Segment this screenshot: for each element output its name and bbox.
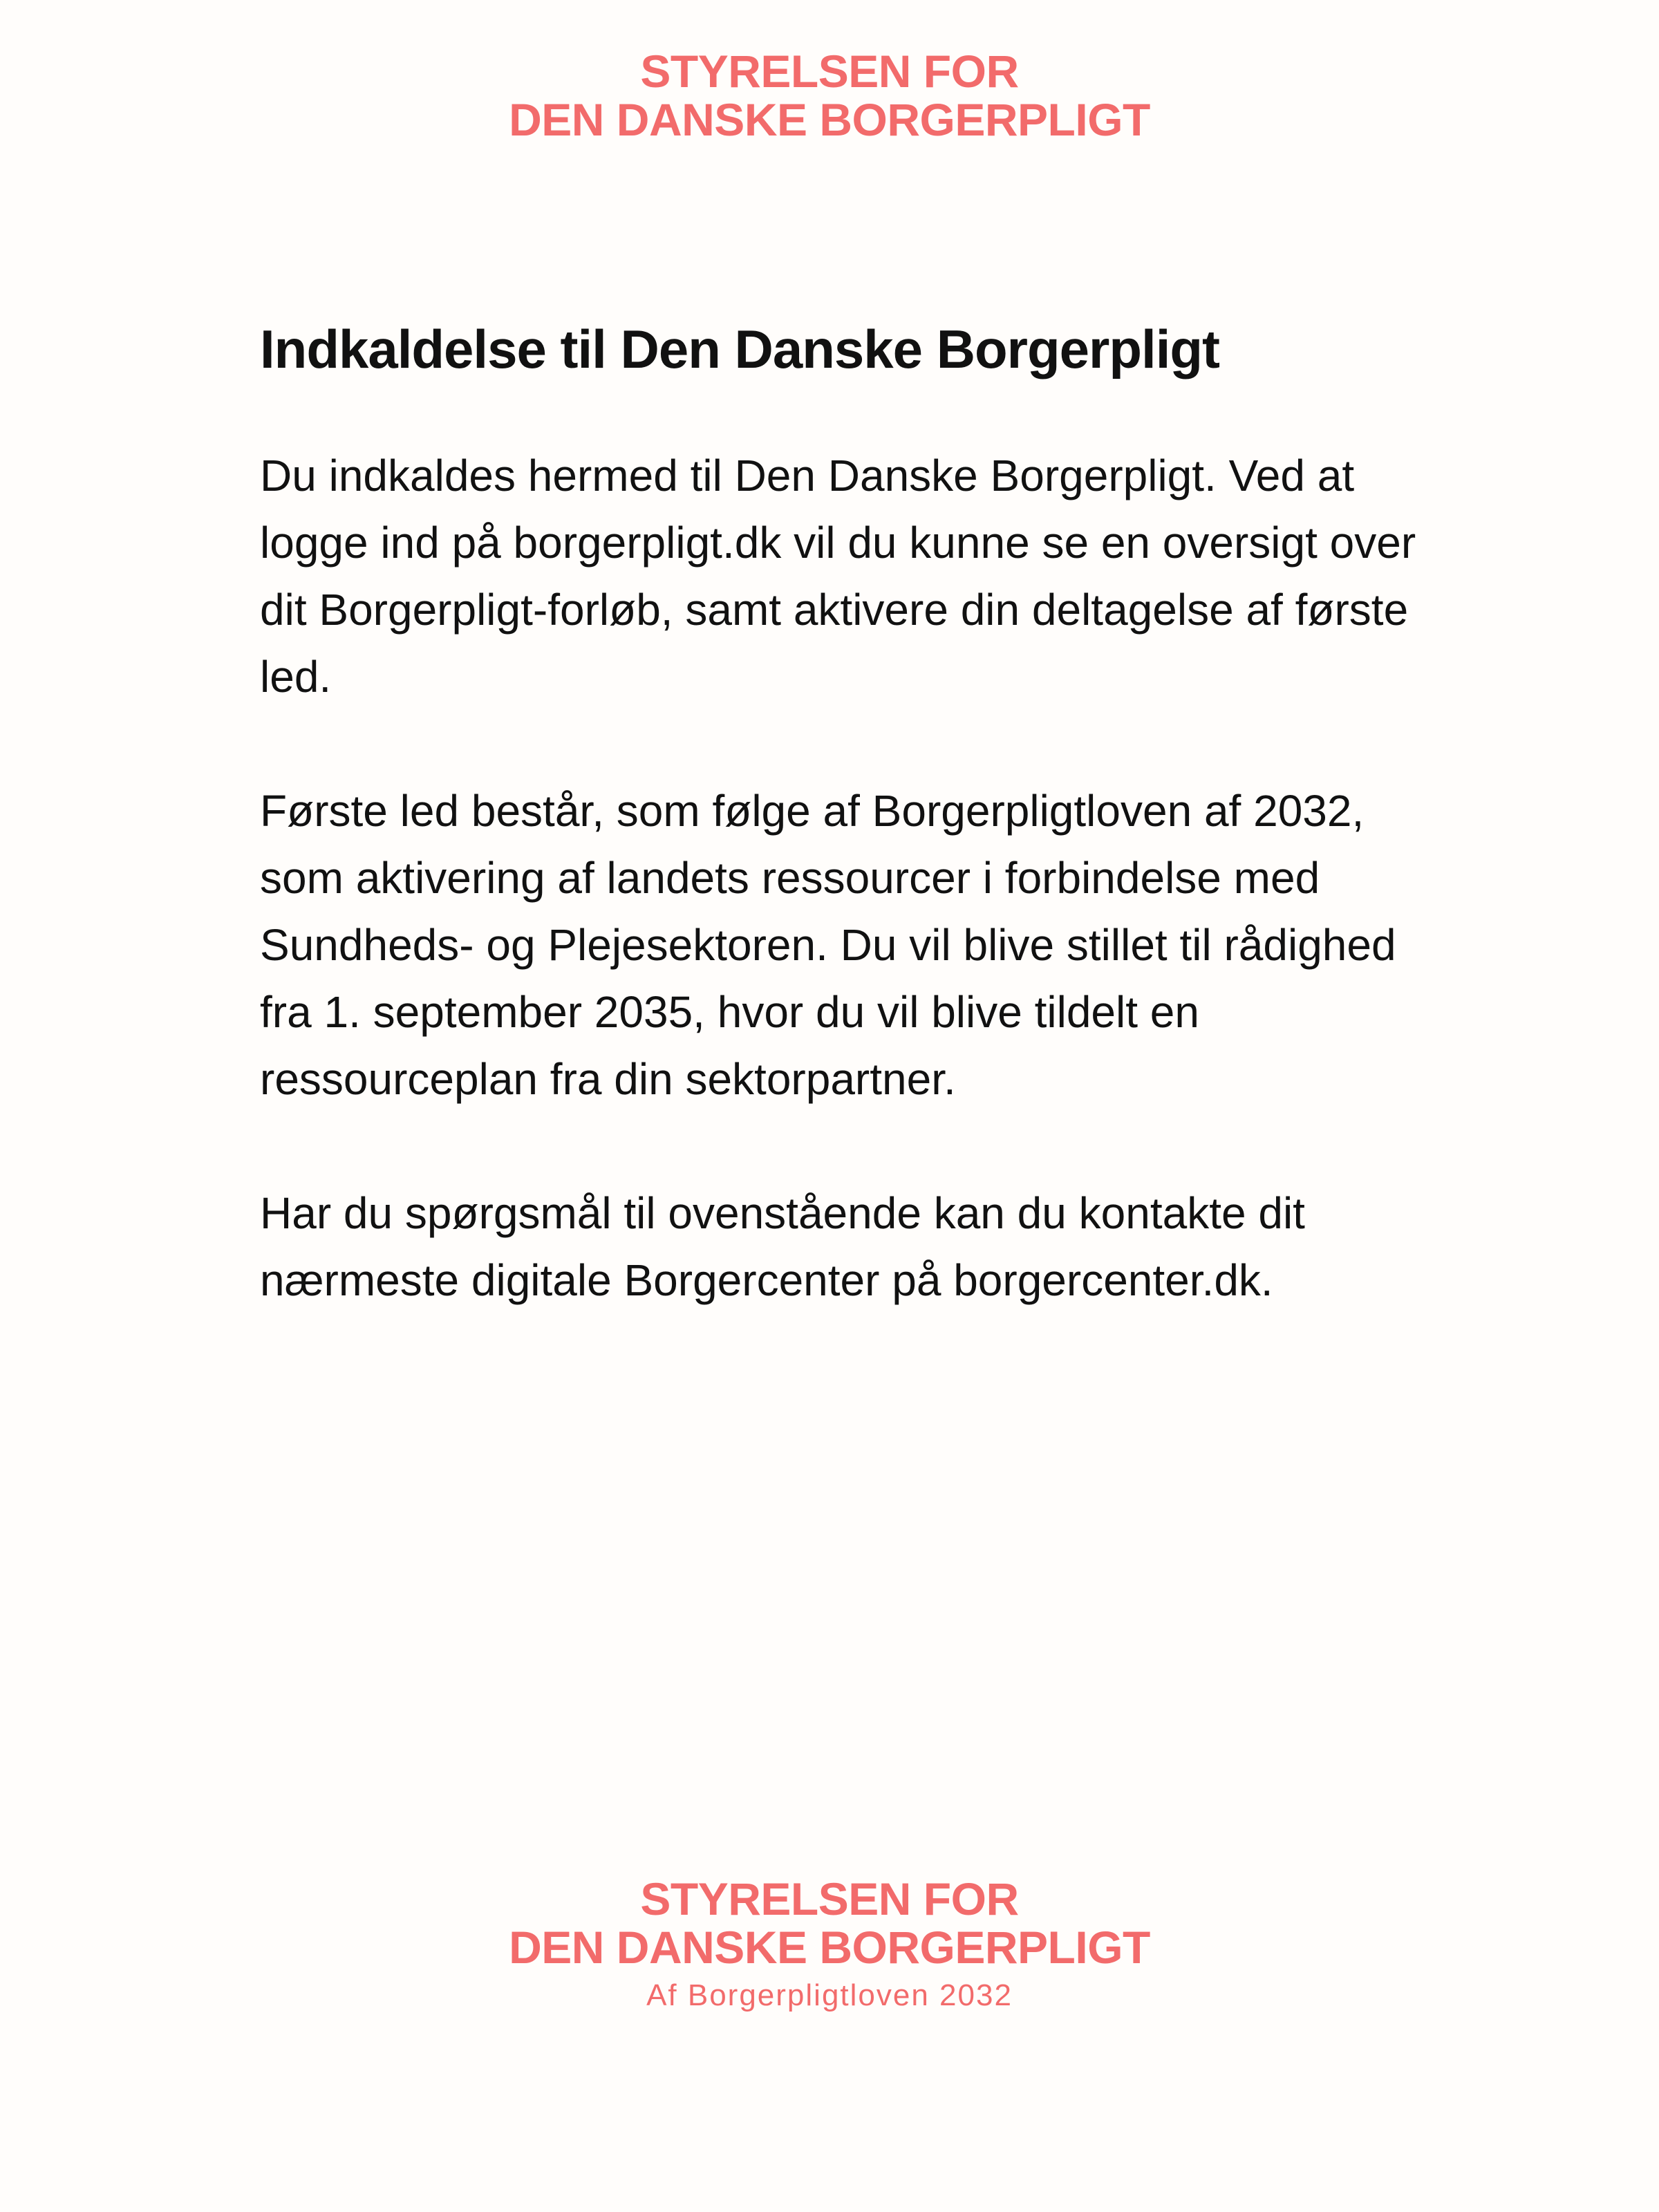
- letter-paragraph-2: Første led består, som følge af Borgerpligtloven af 2032, som aktivering af landets ressourcer i forbindelse med Sundheds- og Plejesektoren. Du vil blive stillet til rådighed fra 1. september 2035, hvor du vil blive tildelt en ressourceplan fra din sektorpartner.: [260, 786, 1396, 1104]
- header-logo-line-2: DEN DANSKE BORGERPLIGT: [509, 94, 1150, 145]
- header-logo-line-1: STYRELSEN FOR: [640, 46, 1019, 97]
- footer-logo-line-1: STYRELSEN FOR: [640, 1873, 1019, 1924]
- letter-paragraph-3: Har du spørgsmål til ovenstående kan du kontakte dit nærmeste digitale Borgercenter på borgercenter.dk.: [260, 1188, 1305, 1305]
- letter-body: [260, 311, 1421, 1314]
- letter-title: Indkaldelse til Den Danske Borgerpligt: [260, 319, 1220, 379]
- footer-subtitle: Af Borgerpligtloven 2032: [646, 1978, 1013, 2012]
- footer-logo: [0, 1875, 1659, 2016]
- header-logo: [0, 47, 1659, 144]
- letter-paragraph-1: Du indkaldes hermed til Den Danske Borgerpligt. Ved at logge ind på borgerpligt.dk vil du kunne se en oversigt over dit Borgerpligt-forløb, samt aktivere din deltagelse af første led.: [260, 451, 1416, 702]
- footer-logo-line-2: DEN DANSKE BORGERPLIGT: [509, 1922, 1150, 1973]
